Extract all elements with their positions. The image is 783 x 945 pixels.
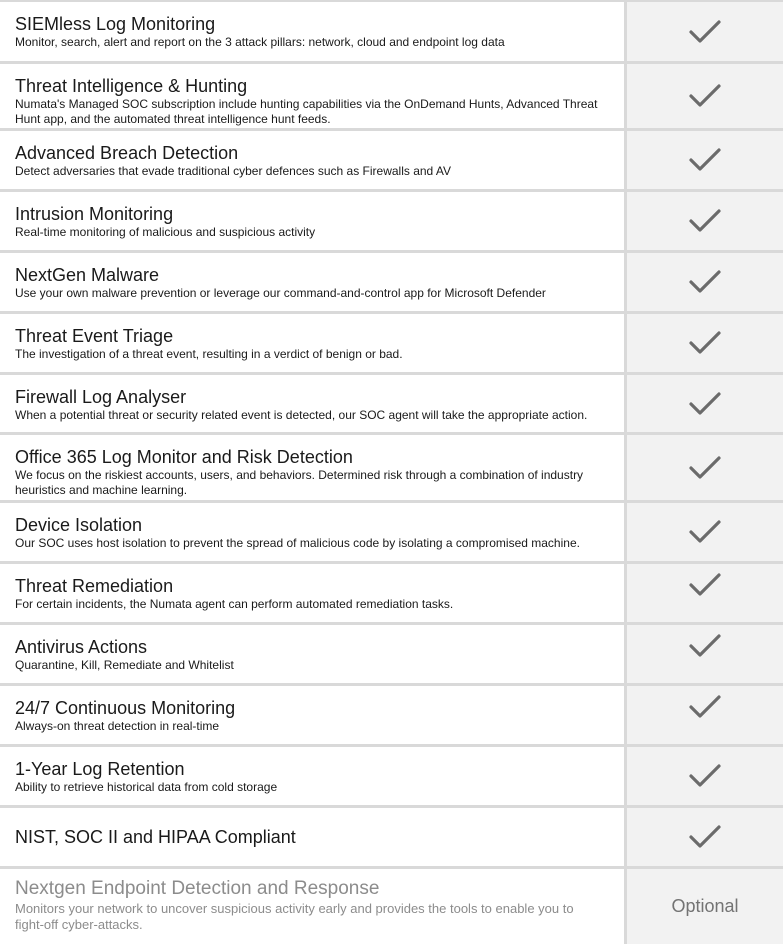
feature-title: Device Isolation bbox=[15, 515, 143, 535]
feature-cell bbox=[0, 131, 627, 189]
feature-cell bbox=[0, 192, 627, 250]
checkmark-icon bbox=[688, 83, 722, 109]
feature-row bbox=[0, 2, 783, 64]
feature-row bbox=[0, 808, 783, 869]
feature-title: Advanced Breach Detection bbox=[15, 143, 239, 163]
feature-title: Threat Event Triage bbox=[15, 326, 174, 346]
checkmark-icon bbox=[688, 455, 722, 481]
feature-description: For certain incidents, the Numata agent can perform automated remediation tasks. bbox=[15, 597, 454, 611]
feature-cell bbox=[0, 375, 627, 432]
feature-description: Numata's Managed SOC subscription include hunting capabilities via the OnDemand Hunts, Advanced Threat Hunt app, and the automated threat intelligence hunt feeds. bbox=[15, 97, 598, 126]
feature-row bbox=[0, 503, 783, 564]
feature-status-cell bbox=[627, 808, 783, 866]
feature-cell bbox=[0, 64, 627, 128]
feature-cell bbox=[0, 747, 627, 805]
feature-cell bbox=[0, 2, 627, 61]
feature-cell bbox=[0, 564, 627, 622]
feature-description: Our SOC uses host isolation to prevent the spread of malicious code by isolating a compromised machine. bbox=[15, 536, 580, 550]
feature-description: The investigation of a threat event, resulting in a verdict of benign or bad. bbox=[15, 347, 403, 361]
feature-row bbox=[0, 869, 783, 944]
feature-status-cell bbox=[627, 192, 783, 250]
feature-title: SIEMless Log Monitoring bbox=[15, 14, 216, 34]
feature-row bbox=[0, 192, 783, 253]
feature-status-cell bbox=[627, 869, 783, 944]
checkmark-icon bbox=[688, 633, 722, 659]
feature-row bbox=[0, 314, 783, 375]
feature-status-cell bbox=[627, 747, 783, 805]
feature-status-cell bbox=[627, 625, 783, 683]
feature-title: 24/7 Continuous Monitoring bbox=[15, 698, 236, 718]
feature-status-cell bbox=[627, 253, 783, 311]
feature-cell bbox=[0, 253, 627, 311]
feature-title: NextGen Malware bbox=[15, 265, 160, 285]
feature-title: Threat Remediation bbox=[15, 576, 174, 596]
feature-title: Firewall Log Analyser bbox=[15, 387, 187, 407]
feature-cell bbox=[0, 503, 627, 561]
feature-cell bbox=[0, 435, 627, 500]
checkmark-icon bbox=[688, 269, 722, 295]
feature-status-cell bbox=[627, 64, 783, 128]
feature-title: Office 365 Log Monitor and Risk Detection bbox=[15, 447, 353, 467]
feature-status-cell bbox=[627, 564, 783, 622]
feature-description: Detect adversaries that evade traditional cyber defences such as Firewalls and AV bbox=[15, 164, 452, 178]
checkmark-icon bbox=[688, 208, 722, 234]
feature-row bbox=[0, 131, 783, 192]
feature-status-cell bbox=[627, 435, 783, 500]
feature-description: Monitor, search, alert and report on the 3 attack pillars: network, cloud and endpoint log data bbox=[15, 35, 505, 49]
feature-row bbox=[0, 375, 783, 435]
checkmark-icon bbox=[688, 824, 722, 850]
checkmark-icon bbox=[688, 147, 722, 173]
feature-description: We focus on the riskiest accounts, users, and behaviors. Determined risk through a combination of industry heuristics and machine learning. bbox=[15, 468, 584, 497]
feature-description: Always-on threat detection in real-time bbox=[15, 719, 220, 733]
checkmark-icon bbox=[688, 763, 722, 789]
feature-title: Nextgen Endpoint Detection and Response bbox=[15, 878, 380, 899]
feature-cell bbox=[0, 625, 627, 683]
feature-status-cell bbox=[627, 686, 783, 744]
feature-row bbox=[0, 625, 783, 686]
feature-description: Real-time monitoring of malicious and suspicious activity bbox=[15, 225, 316, 239]
feature-status-cell bbox=[627, 314, 783, 372]
checkmark-icon bbox=[688, 391, 722, 417]
feature-title: NIST, SOC II and HIPAA Compliant bbox=[15, 826, 296, 847]
feature-title: Antivirus Actions bbox=[15, 637, 148, 657]
feature-title: 1-Year Log Retention bbox=[15, 759, 185, 779]
feature-title: Threat Intelligence & Hunting bbox=[15, 76, 248, 96]
feature-description: Quarantine, Kill, Remediate and Whitelist bbox=[15, 658, 234, 672]
checkmark-icon bbox=[688, 330, 722, 356]
feature-title: Intrusion Monitoring bbox=[15, 204, 174, 224]
feature-description: Monitors your network to uncover suspicious activity early and provides the tools to enable you to fight-off cyber-attacks. bbox=[15, 901, 574, 932]
checkmark-icon bbox=[688, 519, 722, 545]
feature-status-cell bbox=[627, 131, 783, 189]
feature-status-cell bbox=[627, 2, 783, 61]
feature-row bbox=[0, 64, 783, 131]
feature-description: Use your own malware prevention or leverage our command-and-control app for Microsoft Defender bbox=[15, 286, 546, 300]
optional-label: Optional bbox=[671, 896, 739, 916]
feature-status-cell bbox=[627, 503, 783, 561]
feature-row bbox=[0, 435, 783, 503]
checkmark-icon bbox=[688, 694, 722, 720]
checkmark-icon bbox=[688, 19, 722, 45]
feature-row bbox=[0, 747, 783, 808]
feature-row bbox=[0, 253, 783, 314]
feature-cell bbox=[0, 686, 627, 744]
feature-row bbox=[0, 564, 783, 625]
feature-description: Ability to retrieve historical data from cold storage bbox=[15, 780, 278, 794]
feature-row bbox=[0, 686, 783, 747]
feature-description: When a potential threat or security related event is detected, our SOC agent will take the appropriate action. bbox=[15, 408, 588, 422]
feature-cell bbox=[0, 869, 627, 944]
feature-status-cell bbox=[627, 375, 783, 432]
feature-cell bbox=[0, 808, 627, 866]
checkmark-icon bbox=[688, 572, 722, 598]
feature-cell bbox=[0, 314, 627, 372]
